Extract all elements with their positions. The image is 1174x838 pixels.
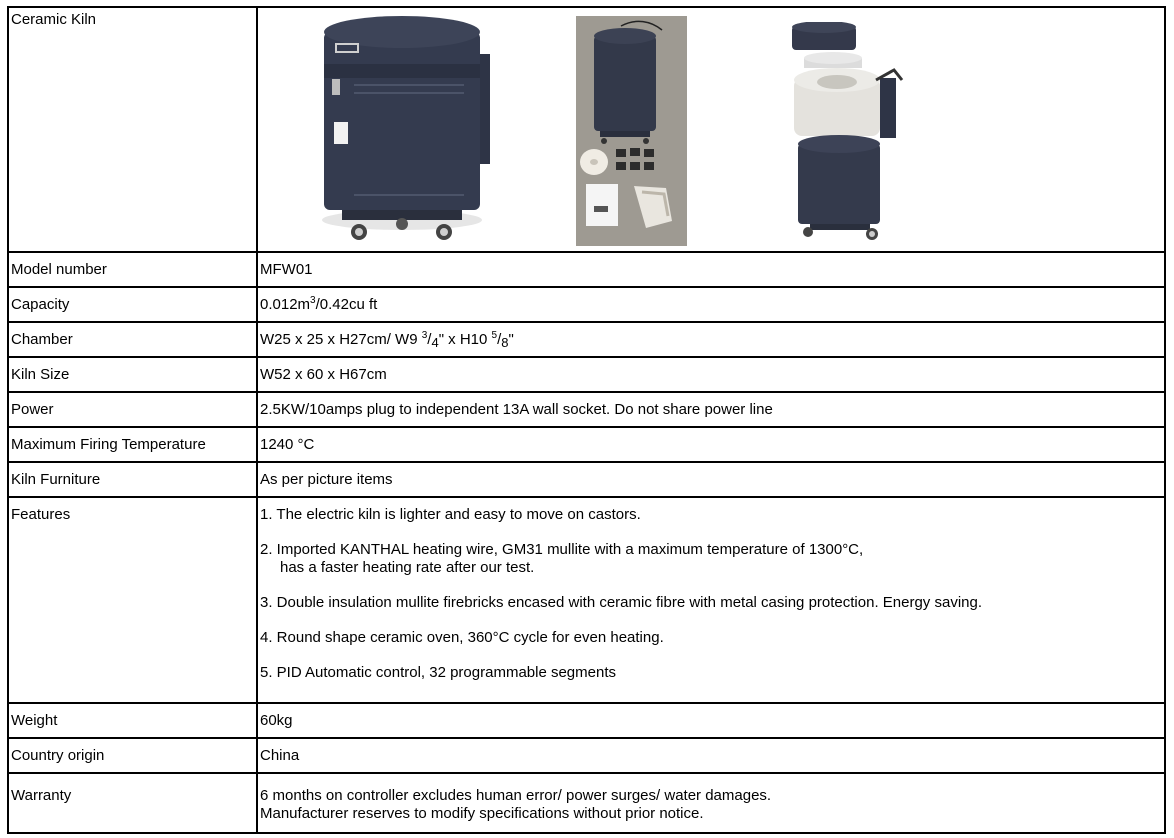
- product-label: Ceramic Kiln: [8, 7, 257, 252]
- product-images: [257, 7, 1165, 252]
- chamber-label: Chamber: [8, 322, 257, 357]
- features-list: [257, 497, 1165, 703]
- table-row-product: [8, 7, 1165, 252]
- spec-table: [7, 6, 1166, 834]
- feature-item: 3. Double insulation mullite firebricks encased with ceramic fibre with metal casing protection. Energy saving.: [260, 594, 982, 611]
- table-row-chamber: [8, 322, 1165, 357]
- kiln-exploded-image: [770, 22, 910, 247]
- size-value: W52 x 60 x H67cm: [257, 357, 1165, 392]
- feature-item: 2. Imported KANTHAL heating wire, GM31 mullite with a maximum temperature of 1300°C, has a faster heating rate after our test.: [260, 541, 864, 576]
- capacity-label: Capacity: [8, 287, 257, 322]
- size-label: Kiln Size: [8, 357, 257, 392]
- power-value: 2.5KW/10amps plug to independent 13A wall socket. Do not share power line: [257, 392, 1165, 427]
- feature-item: 1. The electric kiln is lighter and easy to move on castors.: [260, 506, 641, 523]
- features-label: Features: [8, 497, 257, 703]
- model-value: MFW01: [257, 252, 1165, 287]
- temperature-value: 1240 °C: [257, 427, 1165, 462]
- table-row-model: [8, 252, 1165, 287]
- table-row-weight: [8, 703, 1165, 738]
- table-row-capacity: [8, 287, 1165, 322]
- origin-label: Country origin: [8, 738, 257, 773]
- table-row-origin: [8, 738, 1165, 773]
- weight-label: Weight: [8, 703, 257, 738]
- table-row-warranty: [8, 773, 1165, 833]
- furniture-value: As per picture items: [257, 462, 1165, 497]
- warranty-label: Warranty: [8, 773, 257, 833]
- weight-value: 60kg: [257, 703, 1165, 738]
- origin-value: China: [257, 738, 1165, 773]
- table-row-temperature: [8, 427, 1165, 462]
- capacity-value: $0.012m^3/0.42cu$ ft: [257, 287, 1165, 322]
- table-row-features: [8, 497, 1165, 703]
- kiln-accessories-image: [576, 16, 687, 246]
- table-row-size: [8, 357, 1165, 392]
- furniture-label: Kiln Furniture: [8, 462, 257, 497]
- kiln-closed-image: [314, 14, 494, 244]
- temperature-label: Maximum Firing Temperature: [8, 427, 257, 462]
- table-row-power: [8, 392, 1165, 427]
- power-label: Power: [8, 392, 257, 427]
- chamber-value: W25 x 25 x H27cm/ W9 $^3/_4$" x H10 $^5/_8$": [257, 322, 1165, 357]
- feature-item: 5. PID Automatic control, 32 programmable segments: [260, 664, 617, 681]
- warranty-value: 6 months on controller excludes human error/ power surges/ water damages. Manufacturer reserves to modify specifications without prior notice.: [257, 773, 1165, 833]
- table-row-furniture: [8, 462, 1165, 497]
- model-label: Model number: [8, 252, 257, 287]
- feature-item: 4. Round shape ceramic oven, 360°C cycle for even heating.: [260, 629, 664, 646]
